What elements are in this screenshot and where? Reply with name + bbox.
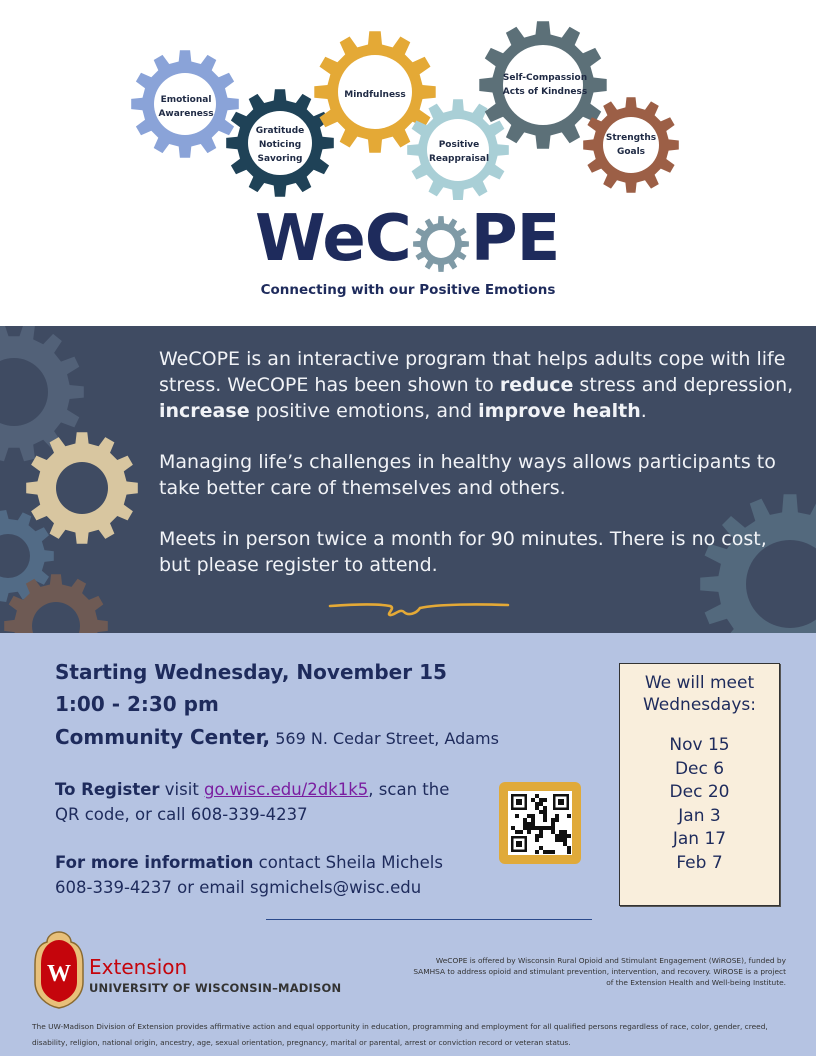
- schedule-date: Jan 17: [672, 829, 727, 849]
- schedule-dates: [620, 734, 779, 875]
- schedule-date: Dec 20: [669, 782, 730, 802]
- schedule-date: Nov 15: [669, 735, 730, 755]
- logo-text-part2: PE: [470, 202, 560, 276]
- contact-info: [55, 850, 443, 900]
- session-time: 1:00 - 2:30 pm: [55, 692, 219, 716]
- header: [0, 0, 816, 326]
- intro-p1-text-3: positive emotions, and: [249, 400, 479, 422]
- gear-icon: [0, 326, 84, 461]
- register-visit-text: visit: [159, 780, 205, 799]
- gear-label-positive-reappraisal: Positive Reappraisal: [428, 140, 490, 164]
- wecope-logo: [255, 202, 559, 276]
- schedule-date: Dec 6: [674, 758, 725, 779]
- tagline: Connecting with our Positive Emotions: [260, 282, 556, 298]
- intro-text: [159, 346, 799, 603]
- intro-band: [0, 326, 816, 633]
- logo-text-part1: WeC: [255, 202, 411, 276]
- schedule-card: [619, 663, 780, 906]
- gear-label-strengths-goals: Strengths Goals: [605, 133, 657, 157]
- uw-crest-logo: [33, 930, 85, 1010]
- intro-paragraph-3: Meets in person twice a month for 90 minutes. There is no cost, but please register to attend.: [159, 528, 767, 576]
- intro-p1-text: WeCOPE is an interactive program that helps adults cope with life stress. WeCOPE has been shown to: [159, 348, 786, 396]
- schedule-title: We will meet Wednesdays:: [642, 673, 756, 715]
- gear-label-mindfulness: Mindfulness: [344, 90, 406, 100]
- register-line-1-end: , scan the: [368, 780, 450, 799]
- divider-line: [266, 919, 592, 920]
- crest-letter: W: [47, 961, 71, 987]
- extension-name: Extension: [89, 955, 188, 979]
- gear-o-icon: [413, 216, 469, 272]
- intro-p1-bold-improve-health: improve health: [478, 400, 641, 422]
- gear-label-self-compassion: Self-Compassion Acts of Kindness: [502, 73, 588, 97]
- intro-p1-text-4: .: [640, 400, 647, 422]
- gear-label-emotional-awareness: Emotional Awareness: [158, 95, 214, 119]
- register-link[interactable]: go.wisc.edu/2dk1k5: [204, 780, 369, 799]
- funding-statement: WeCOPE is offered by Wisconsin Rural Opioid and Stimulant Engagement (WiROSE), funded by SAMHSA to address opioid and stimulant prevention, intervention, and recovery. WiROSE is a project of the Extension Health and Well-being Institute.: [413, 956, 786, 987]
- gear-label-gratitude: Gratitude Noticing Savoring: [255, 126, 305, 164]
- schedule-date: Jan 3: [678, 805, 721, 826]
- squiggle-divider: [328, 598, 510, 622]
- gear-icon: [26, 432, 138, 544]
- contact-line-1: [55, 850, 443, 875]
- contact-label: For more information: [55, 853, 254, 872]
- intro-paragraph-2: Managing life’s challenges in healthy ways allows participants to take better care of themselves and others.: [159, 451, 776, 499]
- register-info: [55, 777, 449, 827]
- location-name: Community Center,: [55, 725, 271, 749]
- qr-code[interactable]: [499, 782, 581, 864]
- contact-name-text: contact Sheila Michels: [253, 853, 443, 872]
- start-date: Starting Wednesday, November 15: [55, 660, 447, 684]
- schedule-date: Feb 7: [676, 852, 723, 873]
- register-line-2: QR code, or call 608-339-4237: [55, 805, 308, 824]
- location: [55, 725, 499, 749]
- eeo-statement: The UW-Madison Division of Extension provides affirmative action and equal opportunity in education, programming and employment for all qualified persons regardless of race, color, gender, creed, disability, religion, national origin, ancestry, age, sexual orientation, pregnancy, marital or parental, arrest or conviction record or veteran status.: [32, 1022, 768, 1047]
- register-line-1: [55, 777, 449, 802]
- register-label: To Register: [55, 780, 160, 799]
- university-name: UNIVERSITY OF WISCONSIN–MADISON: [89, 981, 342, 995]
- intro-p1-bold-increase: increase: [159, 400, 250, 422]
- location-address: 569 N. Cedar Street, Adams: [275, 729, 499, 748]
- contact-line-2: 608-339-4237 or email sgmichels@wisc.edu: [55, 878, 422, 897]
- qr-code-icon: [508, 791, 572, 855]
- gear-o-icon: [411, 202, 471, 276]
- intro-paragraph-1: [159, 346, 799, 424]
- intro-p1-bold-reduce: reduce: [499, 374, 574, 396]
- intro-p1-text-2: stress and depression,: [573, 374, 794, 396]
